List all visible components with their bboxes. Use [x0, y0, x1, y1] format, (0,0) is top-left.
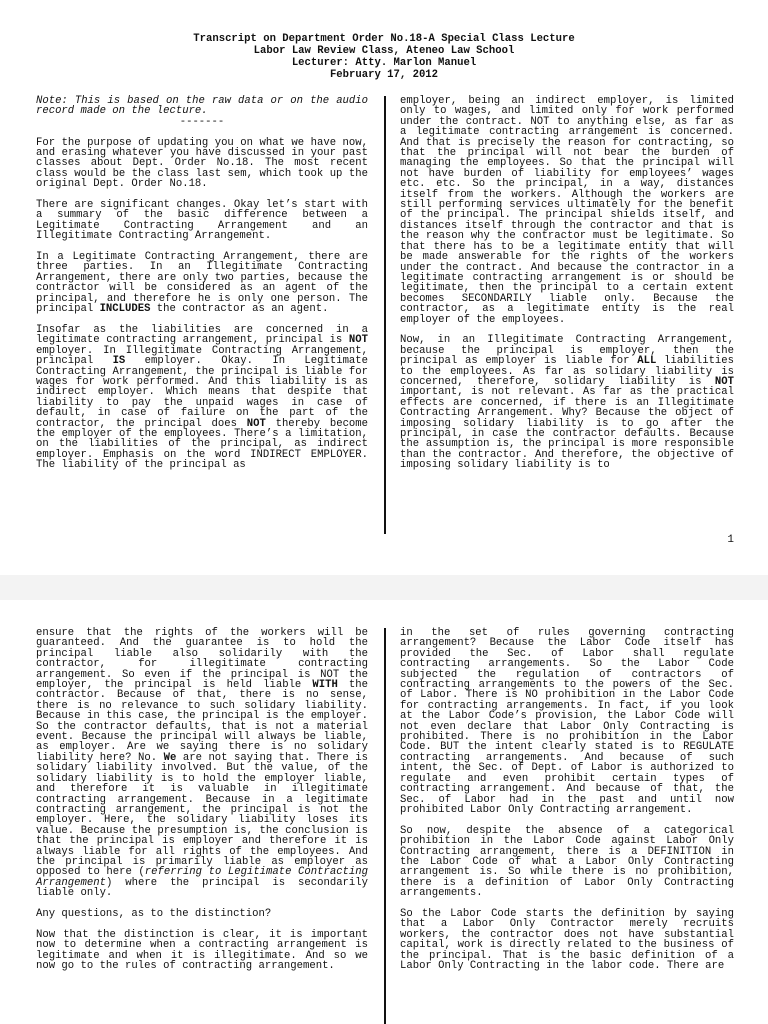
paragraph: Insofar as the liabilities are concerned in a legitimate contracting arrangement, principal is NOT employer. In Illegitimate Contracting Arrangement, principal IS employer. Okay. In Legitimate Contracting Arrangement, the principal is liable for wages for work performed. And this liability is as indirect employer. Which means that despite that liability to pay the unpaid wages in case of default, in case of failure on the part of the contractor, the principal does NOT thereby become the employer of the employees. There’s a limitation, on the liabilities of the principal, as indirect employer. Emphasis on the word INDIRECT EMPLOYER. The liability of the principal as [36, 323, 369, 472]
lecture-note: Note: This is based on the raw data or on the audio record made on the lecture. [36, 95, 368, 118]
paragraph: ensure that the rights of the workers will be guaranteed. And the guarantee is to hold the principal liable also solidarily with the contractor, for illegitimate contracting arrangement. So even if the principal is NOT the employer, the principal is held liable WITH the contractor. Because of that, there is no sense, there is no relevance to such solidary liability. Because in this case, the principal is the employer. So the contractor defaults, that is not a material event. Because the principal will always be liable, as employer. Are we saying there is no solidary liability here? No. We are not saying that. There is solidary liability involved. But the value, of the solidary liability is to hold the employer liable, and therefore it is valuable in illegitimate contracting arrangement. Because in a legitimate contracting arrangement, the principal is not the employer. Here, the solidary liability loses its value. Because the presumption is, the conclusion is that the principal is employer and therefore it is always liable for all rights of the employees. And the principal is primarily liable as employer as opposed to here (referring to Legitimate Contracting Arrangement) where the principal is secondarily liable only. [36, 627, 368, 900]
paragraph: Now, in an Illegitimate Contracting Arrangement, because the principal is employer, then the principal as employer is liable for ALL liabilities to the employees. As far as solidary liability is concerned, therefore, solidary liability is NOT important, is not relevant. As far as the practical effects are concerned, if there is an Illegitimate Contracting Arrangement. Why? Because the object of imposing solidary liability is to go after the principal, in case the contractor defaults. Because the assumption is, the principal is more responsible than the contractor. And therefore, the objective of imposing solidary liability is to [400, 334, 734, 472]
document-header [0, 33, 768, 81]
page-number: 1 [727, 534, 734, 546]
header-title: Transcript on Department Order No.18-A Special Class Lecture [193, 33, 575, 45]
header-lecturer: Lecturer: Atty. Marlon Manuel [291, 57, 477, 69]
paragraph: For the purpose of updating you on what we have now, and erasing whatever you have discussed in your past classes about Dept. Order No.18. The most recent class would be the class last sem, which took up the original Dept. Order No.18. [36, 136, 368, 191]
page2-left-column [36, 628, 368, 982]
page2-right-column [400, 628, 734, 982]
page1-left-column [36, 96, 368, 481]
column-divider [384, 96, 386, 534]
paragraph: Now that the distinction is clear, it is important now to determine when a contracting arrangement is legitimate and when it is illegitimate. And so we now go to the rules of contracting arrangement. [36, 928, 368, 972]
paragraph: in the set of rules governing contracting arrangement? Because the Labor Code itself has provided the Sec. of Labor shall regulate contracting arrangements. So the Labor Code subjected the regulation of contractors of contracting arrangements to the powers of the Sec. of Labor. There is NO prohibition in the Labor Code for contracting arrangements. In fact, if you look at the Labor Code’s provision, the Labor Code will not even declare that Labor Only Contracting is prohibited. There is no prohibition in the Labor Code. BUT the intent clearly stated is to REGULATE contracting arrangements. And because of such intent, the Sec. of Dept. of Labor is authorized to regulate and even prohibit certain types of contracting arrangement. And because of that, the Sec. of Labor had in the past and until now prohibited Labor Only Contracting arrangement. [400, 627, 734, 816]
header-class: Labor Law Review Class, Ateneo Law School [253, 45, 515, 57]
paragraph: In a Legitimate Contracting Arrangement, there are three parties. In an Illegitimate Contracting Arrangement, there are only two parties, because the contractor will be considered as an agent of the principal, and therefore he is only one person. The principal INCLUDES the contractor as an agent. [36, 251, 368, 316]
page1-right-column [400, 96, 734, 481]
paragraph: employer, being an indirect employer, is limited only to wages, and limited only for work performed under the contract. NOT to anything else, as far as a legitimate contracting arrangement is concerned. And that is precisely the reason for contracting, so that the principal will not bear the burden of managing the employees. So that the principal will not have burden of liability for employees’ wages etc. etc. So the principal, in a way, distances itself from the workers. Although the workers are still performing services ultimately for the benefit of the principal. The principal shields itself, and distances itself through the contractor and that is the reason why the contractor must be legitimate. So that there has to be a legitimate entity that will be made answerable for the rights of the workers under the contract. And because the contractor in a legitimate contracting arrangement is or should be legitimate, then the principal to a certain extent becomes SECONDARILY liable only. Because the contractor, as a legitimate entity is the real employer of the employees. [400, 95, 734, 326]
header-date: February 17, 2012 [329, 69, 439, 81]
paragraph: Any questions, as to the distinction? [36, 907, 272, 920]
column-divider [384, 628, 386, 1024]
paragraph: So the Labor Code starts the definition by saying that a Labor Only Contractor merely recruits workers, the contractor does not have substantial capital, work is directly related to the business of the principal. That is the basic definition of a Labor Only Contracting in the labor code. There are [400, 907, 734, 972]
note-separator: ------- [179, 115, 225, 128]
paragraph: So now, despite the absence of a categorical prohibition in the Labor Code against Labor Only Contracting arrangement, there is a DEFINITION in the Labor Code of what a Labor Only Contracting arrangement is. So while there is no prohibition, there is a definition of Labor Only Contracting arrangements. [400, 824, 734, 900]
paragraph: There are significant changes. Okay let’s start with a summary of the basic difference between a Legitimate Contracting Arrangement and an Illegitimate Contracting Arrangement. [36, 199, 368, 243]
transcript-page-2 [0, 600, 768, 1024]
